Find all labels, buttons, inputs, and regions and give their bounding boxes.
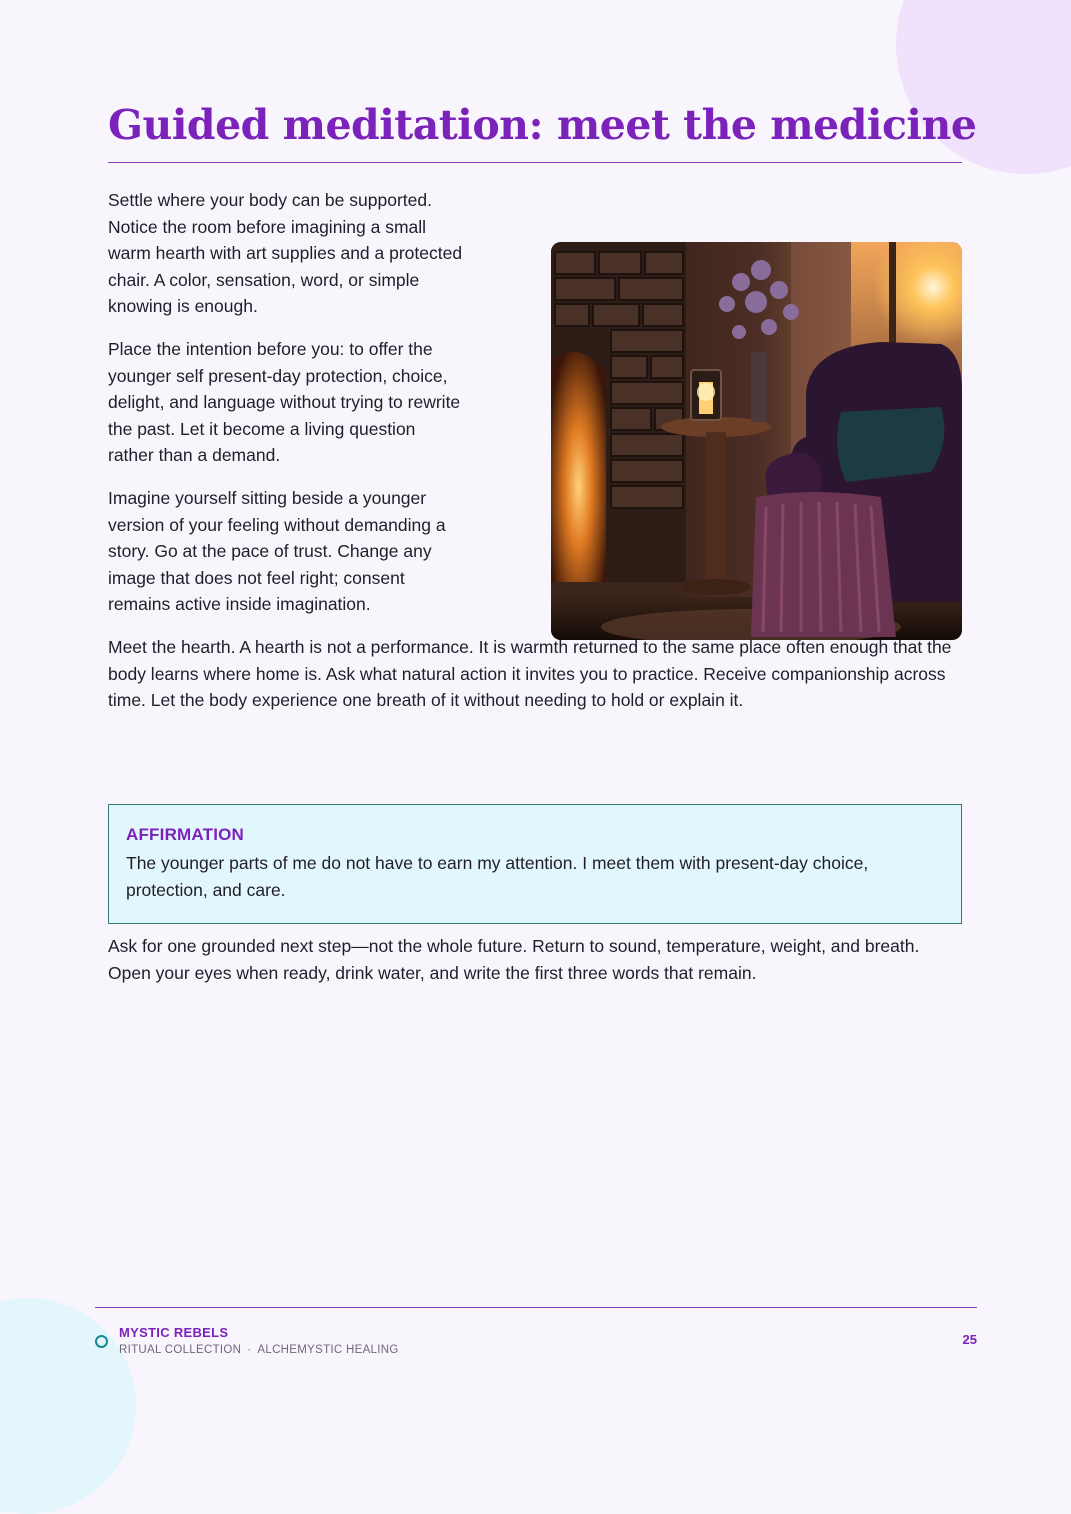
footer-circle-icon xyxy=(95,1335,108,1348)
affirmation-box xyxy=(108,804,962,924)
paragraph-settle: Settle where your body can be supported. Notice the room before imagining a small warm hearth with art supplies and a protected chair. A color, sensation, word, or simple knowing is enough. xyxy=(108,190,463,317)
paragraph-intention: Place the intention before you: to offer the younger self present-day protection, choice, delight, and language without trying to rewrite the past. Let it become a living question rather than a demand. xyxy=(108,338,461,466)
paragraph-closing: Ask for one grounded next step—not the whole future. Return to sound, temperature, weight, and breath. Open your eyes when ready, drink water, and write the first three words that remain. xyxy=(108,936,920,983)
paragraph-hearth: Meet the hearth. A hearth is not a performance. It is warmth returned to the same place often enough that the body learns where home is. Ask what natural action it invites you to practice. Receive companionship across time. Let the body experience one breath of it without needing to hold or explain it. xyxy=(108,636,952,711)
footer-subtitle xyxy=(119,1344,399,1356)
footer-divider xyxy=(95,1307,977,1308)
affirmation-label: AFFIRMATION xyxy=(126,825,245,844)
page-title: Guided meditation: meet the medicine xyxy=(108,101,977,149)
meditation-body xyxy=(108,187,962,730)
footer-separator: · xyxy=(247,1344,252,1356)
title-divider xyxy=(108,162,962,163)
footer-brand: MYSTIC REBELS xyxy=(119,1325,229,1340)
footer-series: ALCHEMYSTIC HEALING xyxy=(257,1344,399,1356)
footer-collection: RITUAL COLLECTION xyxy=(119,1344,242,1356)
paragraph-imagine: Imagine yourself sitting beside a younger version of your feeling without demanding a story. Go at the pace of trust. Change any image that does not feel right; consent remains active inside imagination. xyxy=(108,487,446,615)
page-number: 25 xyxy=(962,1332,977,1347)
affirmation-text: The younger parts of me do not have to earn my attention. I meet them with present-day choice, protection, and care. xyxy=(126,853,869,900)
decorative-circle-bottom xyxy=(0,1298,136,1514)
